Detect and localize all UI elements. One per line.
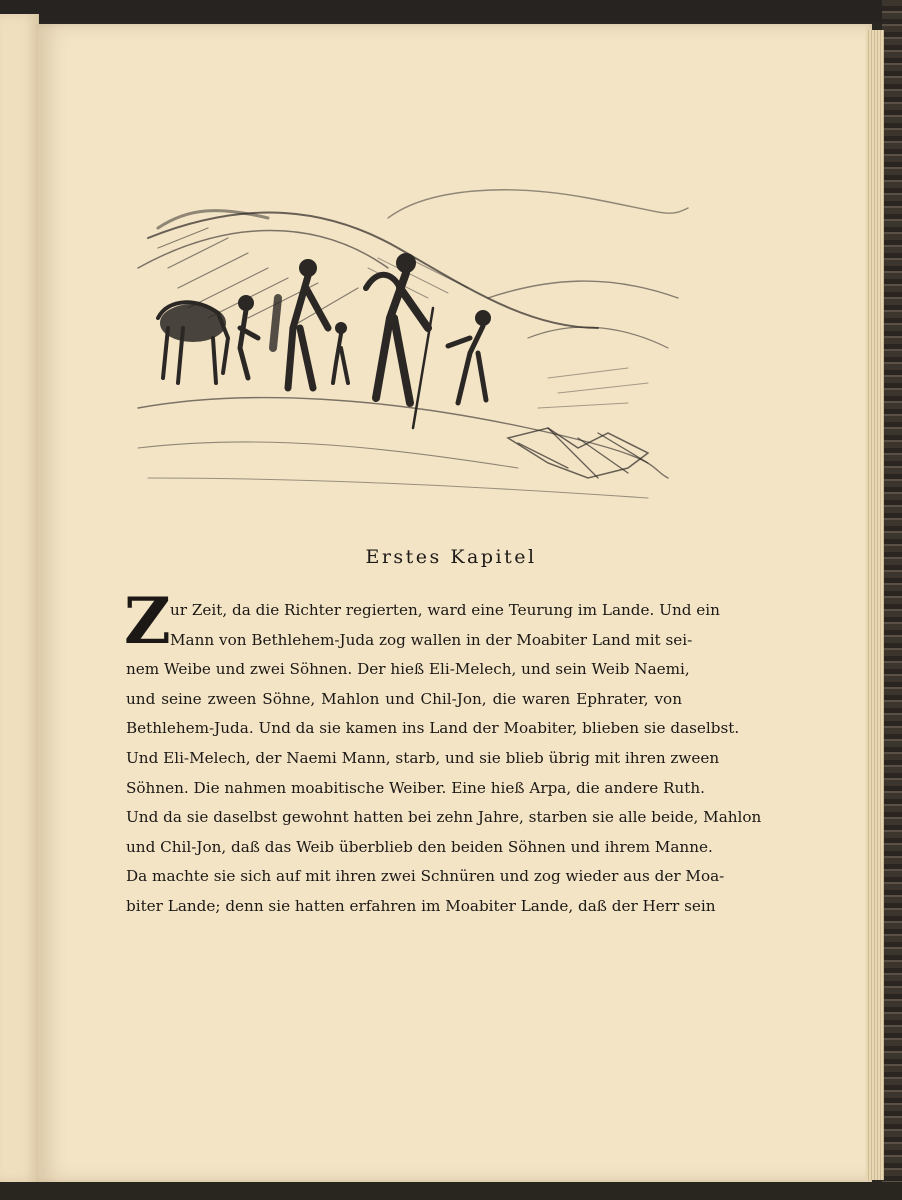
- text-line: Da machte sie sich auf mit ihren zwei Schnüren und zog wieder aus der Moa-: [126, 867, 725, 886]
- scan-background-bottom: [0, 1182, 902, 1200]
- text-line: biter Lande; denn sie hatten erfahren im Moabiter Lande, daß der Herr sein: [126, 896, 716, 915]
- text-line: Söhnen. Die nahmen moabitische Weiber. Eine hieß Arpa, die andere Ruth.: [126, 778, 705, 797]
- text-line: nem Weibe und zwei Söhnen. Der hieß Eli-Melech, und sein Weib Naemi,: [126, 660, 690, 679]
- chapter-text: [124, 584, 762, 922]
- text-line: und seine zween Söhne, Mahlon und Chil-Jon, die waren Ephrater, von: [126, 689, 682, 708]
- scan-background-top: [0, 0, 902, 22]
- left-page-edge: [0, 14, 39, 1182]
- chapter-title: Erstes Kapitel: [365, 546, 537, 568]
- text-line: Und Eli-Melech, der Naemi Mann, starb, und sie blieb übrig mit ihren zween: [126, 748, 720, 767]
- text-line: und Chil-Jon, daß das Weib überblieb den beiden Söhnen und ihrem Manne.: [126, 837, 713, 856]
- page-stack-edge: [866, 30, 884, 1180]
- book-cover-edge: [882, 0, 902, 1200]
- text-line: Mann von Bethlehem-Juda zog wallen in der Moabiter Land mit sei-: [170, 630, 693, 649]
- text-line: ur Zeit, da die Richter regierten, ward eine Teurung im Lande. Und ein: [170, 601, 720, 619]
- illustration-drawing: [128, 178, 688, 518]
- lithograph-illustration: [128, 178, 688, 518]
- drop-cap: Z: [124, 584, 171, 659]
- text-line: Bethlehem-Juda. Und da sie kamen ins Land der Moabiter, blieben sie daselbst.: [126, 719, 740, 738]
- text-line: Und da sie daselbst gewohnt hatten bei zehn Jahre, starben sie alle beide, Mahlon: [126, 808, 762, 827]
